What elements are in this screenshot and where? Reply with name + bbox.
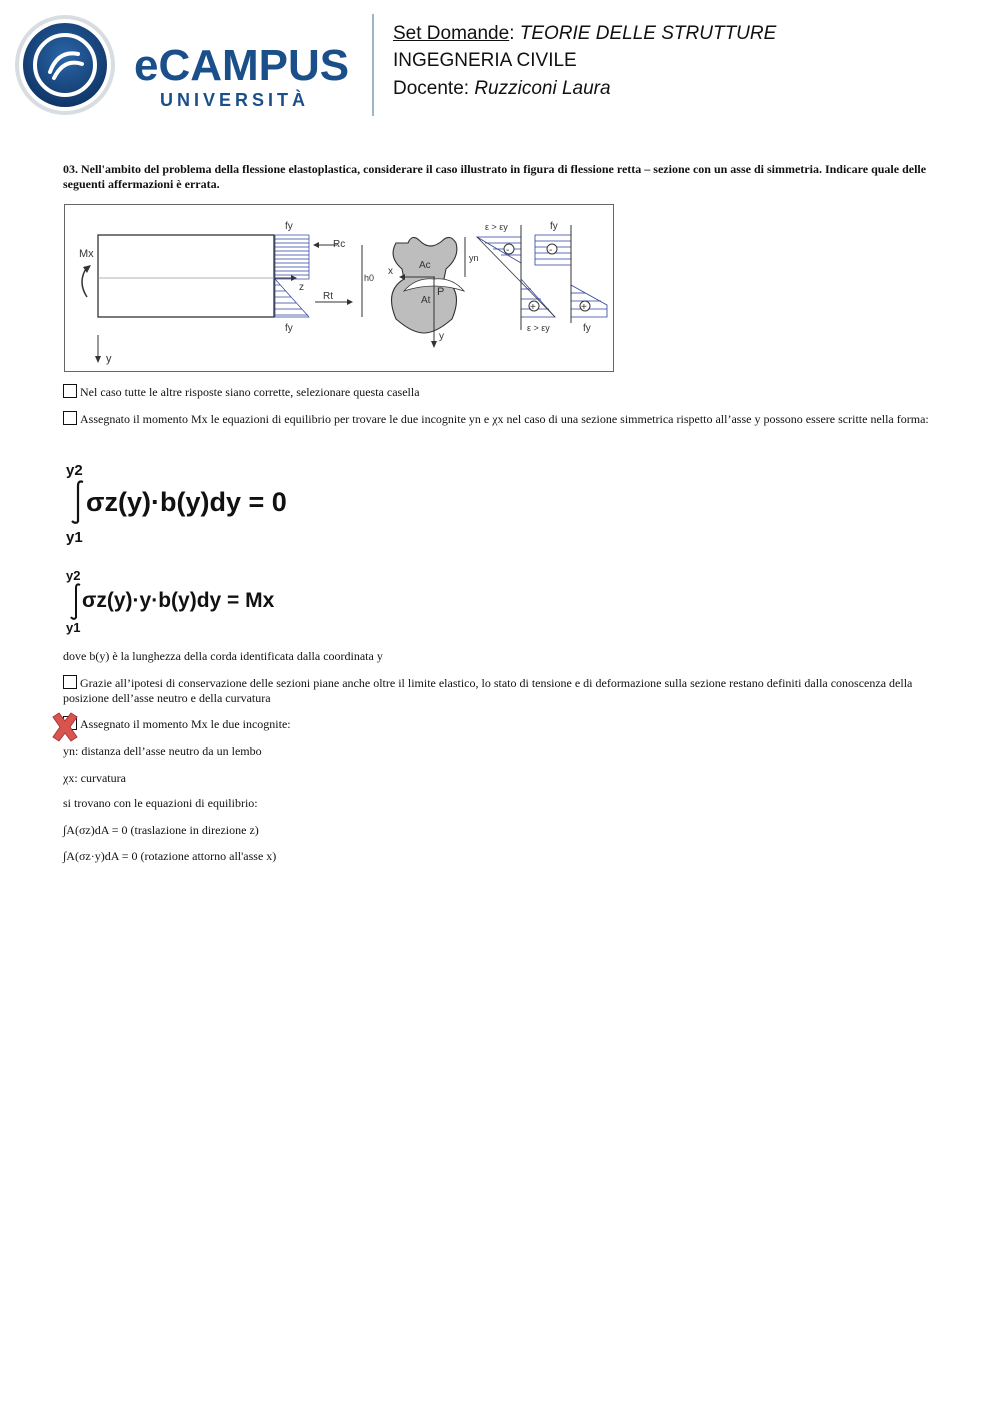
answer-option-3[interactable] — [63, 675, 943, 706]
label-eps-bottom: ε > εy — [527, 323, 550, 333]
answer-option-4[interactable] — [63, 716, 943, 732]
header-divider — [372, 14, 374, 116]
label-eps-top: ε > εy — [485, 222, 508, 232]
integral-sign-icon — [71, 584, 80, 618]
label-yn: yn — [469, 253, 479, 263]
label-x: x — [388, 266, 393, 277]
plus-sign-1: + — [530, 302, 536, 313]
formula1-upper-limit: y2 — [66, 462, 83, 479]
checkbox[interactable] — [63, 675, 77, 689]
formula2-upper-limit: y2 — [66, 568, 81, 583]
plus-sign-2: + — [581, 302, 587, 313]
label-fy-top: fy — [285, 221, 293, 232]
label-y-left: y — [106, 353, 112, 365]
logo-subtitle: UNIVERSITÀ — [160, 90, 310, 110]
text-equation-2: ∫A(σz·y)dA = 0 (rotazione attorno all'asse x) — [63, 849, 277, 863]
label-ac: Ac — [419, 260, 431, 271]
answer-option-1[interactable] — [63, 384, 943, 400]
wrong-answer-x-icon — [49, 711, 81, 743]
text-chi-definition: χx: curvatura — [63, 771, 126, 785]
checkbox[interactable] — [63, 384, 77, 398]
text-equations-intro: si trovano con le equazioni di equilibrio: — [63, 796, 258, 810]
minus-sign-2: - — [549, 245, 553, 256]
teacher-name: Ruzziconi Laura — [474, 78, 611, 99]
answer-option-2[interactable] — [63, 411, 943, 427]
text-yn-definition: yn: distanza dell’asse neutro da un lembo — [63, 744, 262, 758]
formula1-lower-limit: y1 — [66, 529, 83, 546]
label-fy-bottom: fy — [285, 323, 293, 334]
set-value: TEORIE DELLE STRUTTURE — [519, 23, 777, 44]
formula1-body: σz(y)·b(y)dy = 0 — [86, 487, 287, 517]
option-text: Nel caso tutte le altre risposte siano corrette, selezionare questa casella — [80, 385, 420, 399]
label-h0: h0 — [364, 273, 375, 283]
teacher-label: Docente: — [393, 78, 470, 99]
set-label: Set Domande — [393, 23, 510, 44]
label-at: At — [421, 295, 431, 306]
question-text: 03. Nell'ambito del problema della flessione elastoplastica, considerare il caso illustrato in figura di flessione retta – sezione con un asse di simmetria. Indicare quale delle seguenti affermazioni è errata. — [63, 162, 927, 191]
integral-sign-icon — [72, 482, 83, 523]
formula-equilibrium-rotation — [60, 566, 300, 638]
minus-sign-1: - — [506, 245, 510, 256]
header-set-line: Set Domande: TEORIE DELLE STRUTTURE — [393, 23, 777, 44]
label-rc: Rc — [333, 239, 346, 250]
formula2-lower-limit: y1 — [66, 620, 81, 635]
formula2-body: σz(y)·y·b(y)dy = Mx — [82, 589, 275, 612]
option-text: Grazie all’ipotesi di conservazione delle sezioni piane anche oltre il limite elastico, lo stato di tensione e di deformazione sulla sezione restano definiti dalla conoscenza della posizione dell’asse neutro e della curvatura — [63, 676, 913, 705]
option-text: Assegnato il momento Mx le due incognite: — [80, 717, 291, 731]
label-rt: Rt — [323, 291, 333, 302]
formula-equilibrium-translation — [60, 458, 300, 550]
header-teacher-line — [393, 78, 611, 100]
strain-diagram — [477, 237, 555, 317]
course-name: INGEGNERIA CIVILE — [393, 50, 577, 71]
text-equation-1: ∫A(σz)dA = 0 (traslazione in direzione z) — [63, 823, 259, 837]
checkbox[interactable] — [63, 411, 77, 425]
label-mx: Mx — [79, 248, 94, 260]
note-b-of-y: dove b(y) è la lunghezza della corda identificata dalla coordinata y — [63, 649, 383, 663]
label-fy-diag-bottom: fy — [583, 323, 591, 334]
logo-wordmark: eCAMPUS — [134, 41, 350, 90]
label-y-section: y — [439, 331, 444, 342]
label-fy-diag-top: fy — [550, 221, 558, 232]
question-figure — [64, 204, 614, 372]
ecampus-logo — [14, 14, 359, 119]
beam-outline — [98, 235, 274, 317]
option-text: Assegnato il momento Mx le equazioni di equilibrio per trovare le due incognite yn e χx nel caso di una sezione simmetrica rispetto all’asse y possono essere scritte nella forma: — [80, 412, 929, 426]
label-z: z — [299, 282, 304, 293]
label-p: P — [437, 286, 445, 298]
